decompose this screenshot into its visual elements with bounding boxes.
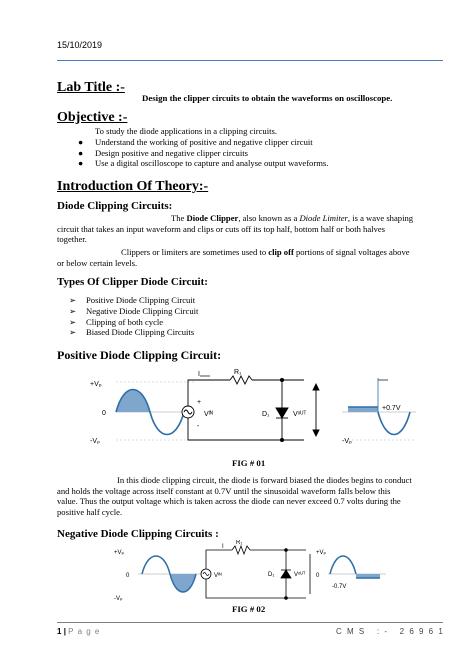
objective-list — [78, 126, 329, 169]
zero-label: 0 — [126, 573, 130, 579]
vp-pos-label: +Vₚ — [114, 550, 125, 556]
clip-neg-label: -0.7V — [332, 584, 347, 590]
arrow-bullet-icon: ➢ — [69, 305, 77, 316]
clipper-circuit — [182, 376, 319, 442]
figure-1-caption: FIG # 01 — [232, 458, 266, 468]
plus-label: + — [197, 399, 202, 406]
d1-label: D₁ — [268, 572, 275, 578]
vout-label: Vᵒᵁᵀ — [293, 411, 307, 418]
header-rule — [57, 60, 443, 61]
bullet-icon: ● — [78, 158, 84, 169]
bullet-icon: ● — [78, 147, 84, 158]
lab-title-heading: Lab Title :- — [57, 80, 125, 95]
diode-clipping-subheading: Diode Clipping Circuits: — [57, 200, 173, 212]
list-item: ➢ Negative Diode Clipping Circuit — [69, 305, 199, 316]
footer-rule — [57, 622, 443, 623]
cms-id: C M S : - 2 6 9 6 1 — [336, 627, 445, 636]
out-vp-pos-label: +Vₚ — [316, 550, 327, 556]
figure-1-diagram — [80, 368, 420, 448]
d1-label: D₁ — [262, 411, 270, 418]
output-waveform — [342, 378, 416, 440]
list-item: ● Understand the working of positive and negative clipper circuit — [78, 136, 313, 147]
output-waveform — [328, 556, 386, 578]
positive-heading: Positive Diode Clipping Circuit: — [57, 348, 222, 362]
page-number: 1 | P a g e — [57, 627, 101, 636]
current-label: I — [198, 371, 200, 378]
list-item: ● Design positive and negative clipper circuits — [78, 147, 248, 158]
clip-pos-label: +0.7V — [382, 405, 401, 412]
vin-label: Vᴵᴺ — [204, 411, 213, 418]
theory-paragraph-1: The Diode Clipper, also known as a Diode Limiter, is a wave shaping circuit that takes an input waveform and clips or cuts off its top half, bottom half or both halves together. — [57, 213, 414, 245]
input-waveform — [138, 556, 202, 592]
theory-paragraph-2: Clippers or limiters are sometimes used to clip off portions of signal voltages above or below certain levels. — [57, 247, 410, 268]
vp-neg-label: -Vₚ — [90, 438, 100, 445]
list-item: ➢ Positive Diode Clipping Circuit — [69, 295, 196, 305]
out-vp-neg-label: -Vₚ — [342, 438, 352, 445]
lab-title-text: Design the clipper circuits to obtain the waveforms on oscilloscope. — [142, 93, 393, 103]
list-item: ➢ Biased Diode Clipping Circuits — [69, 327, 195, 338]
figure-2-diagram — [110, 540, 390, 602]
intro-theory-heading: Introduction Of Theory:- — [57, 179, 209, 194]
arrow-bullet-icon: ➢ — [69, 295, 77, 305]
out-zero-label: 0 — [316, 573, 320, 579]
bullet-icon: ● — [78, 136, 84, 147]
arrow-bullet-icon: ➢ — [69, 327, 77, 338]
vout-label: Vᵒᵁᵀ — [294, 572, 306, 578]
zero-label: 0 — [102, 410, 106, 417]
vp-pos-label: +Vₚ — [90, 381, 102, 388]
arrow-bullet-icon: ➢ — [69, 316, 77, 327]
figure-2-caption: FIG # 02 — [232, 604, 266, 614]
negative-heading: Negative Diode Clipping Circuits : — [57, 528, 219, 540]
types-heading: Types Of Clipper Diode Circuit: — [57, 276, 208, 288]
current-label: I — [222, 544, 224, 550]
vin-label: Vᴵᴺ — [214, 573, 222, 579]
types-list — [69, 295, 199, 338]
r1-label: R₁ — [234, 369, 242, 376]
objective-heading: Objective :- — [57, 110, 128, 125]
vp-neg-label: -Vₚ — [114, 596, 123, 602]
list-item: ● Use a digital oscilloscope to capture and analyse output waveforms. — [78, 158, 329, 169]
minus-label: - — [197, 423, 200, 430]
objective-intro: To study the diode applications in a clipping circuits. — [95, 126, 277, 136]
list-item: ➢ Clipping of both cycle — [69, 316, 164, 327]
r1-label: R₁ — [236, 540, 243, 546]
date: 15/10/2019 — [57, 40, 103, 50]
positive-paragraph: In this diode clipping circuit, the diode is forward biased the diodes begins to conduct and holds the voltage across itself constant at 0.7V until the sinusoidal waveform falls below this value. Thus the output voltage which is taken across the diode can never exceed 0.7 volts during the positive half cycle. — [57, 475, 412, 517]
